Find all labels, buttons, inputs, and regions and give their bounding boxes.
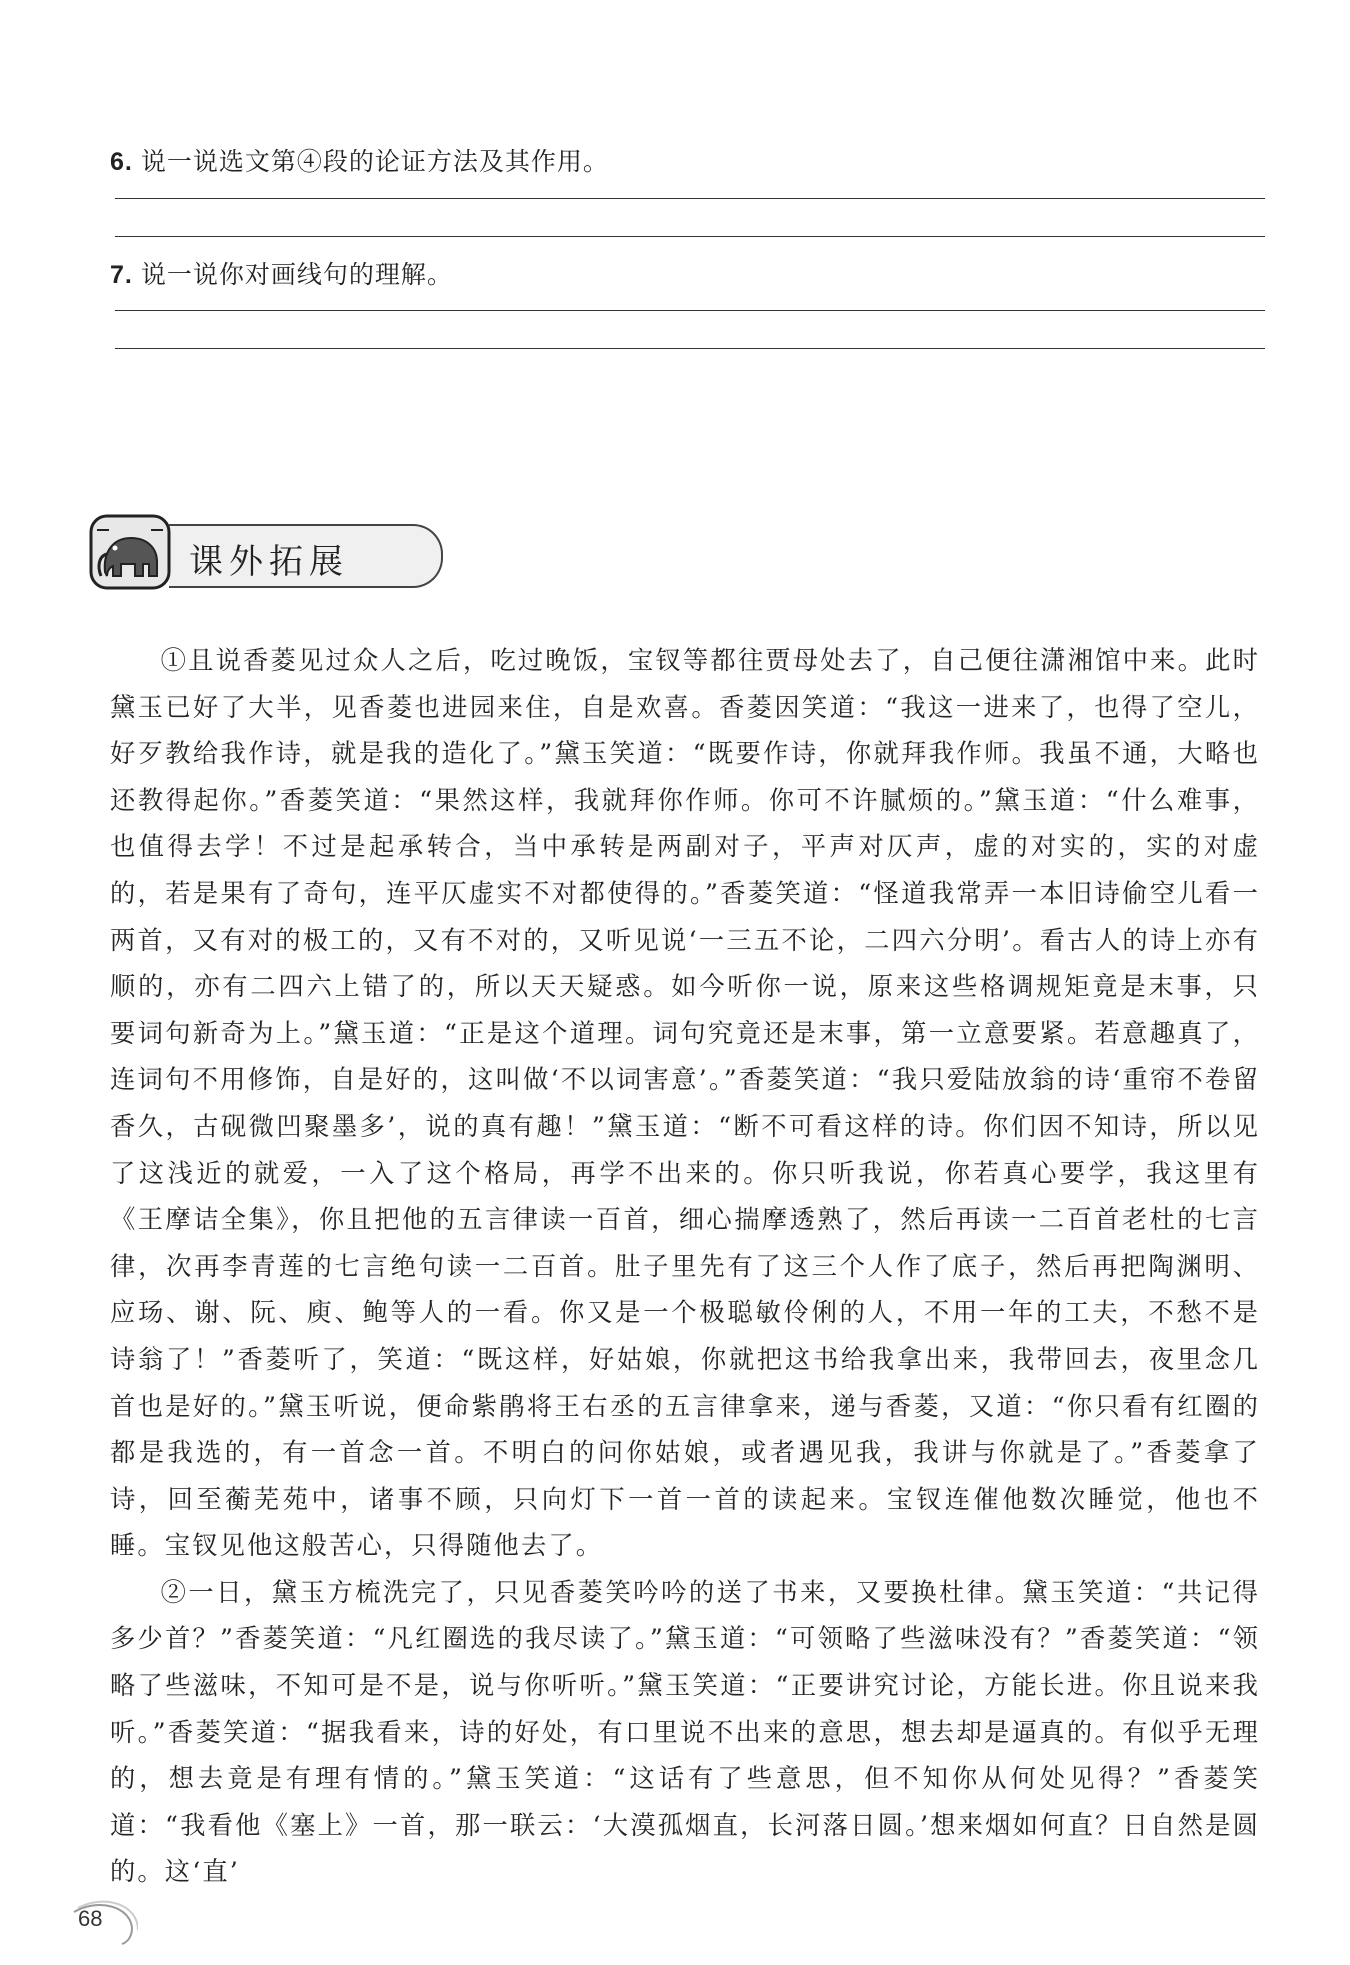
answer-line[interactable] [115, 310, 1265, 311]
question-number: 6. [110, 148, 133, 176]
question-text: 说一说选文第④段的论证方法及其作用。 [140, 147, 609, 176]
answer-line[interactable] [115, 348, 1265, 349]
answer-line[interactable] [115, 236, 1265, 237]
paragraph-2: ②一日，黛玉方梳洗完了，只见香菱笑吟吟的送了书来，又要换杜律。黛玉笑道：“共记得多少首？”香菱笑道：“凡红圈选的我尽读了。”黛玉道：“可领略了些滋味没有？”香菱笑道：“领略了些滋味，不知可是不是，说与你听听。”黛玉笑道：“正要讲究讨论，方能长进。你且说来我听。”香菱笑道：“据我看来，诗的好处，有口里说不出来的意思，想去却是逼真的。有似乎无理的，想去竟是有理有情的。”黛玉笑道：“这话有了些意思，但不知你从何处见得？”香菱笑道：“我看他《塞上》一首，那一联云：‘大漠孤烟直，长河落日圆。’想来烟如何直？日自然是圆的。这‘直’ [110, 1577, 1260, 1887]
answer-line[interactable] [115, 198, 1265, 199]
question-7 [110, 255, 453, 291]
question-6 [110, 142, 609, 178]
page-number-block [68, 1900, 138, 1945]
question-text: 说一说你对画线句的理解。 [140, 260, 453, 289]
page-number: 68 [78, 1906, 103, 1931]
paragraph-1: ①且说香菱见过众人之后，吃过晚饭，宝钗等都往贾母处去了，自己便往潇湘馆中来。此时黛玉已好了大半，见香菱也进园来住，自是欢喜。香菱因笑道：“我这一进来了，也得了空儿，好歹教给我作诗，就是我的造化了。”黛玉笑道：“既要作诗，你就拜我作师。我虽不通，大略也还教得起你。”香菱笑道：“果然这样，我就拜你作师。你可不许腻烦的。”黛玉道：“什么难事，也值得去学！不过是起承转合，当中承转是两副对子，平声对仄声，虚的对实的，实的对虚的，若是果有了奇句，连平仄虚实不对都使得的。”香菱笑道：“怪道我常弄一本旧诗偷空儿看一两首，又有对的极工的，又有不对的，又听见说‘一三五不论，二四六分明’。看古人的诗上亦有顺的，亦有二四六上错了的，所以天天疑惑。如今听你一说，原来这些格调规矩竟是末事，只要词句新奇为上。”黛玉道：“正是这个道理。词句究竟还是末事，第一立意要紧。若意趣真了，连词句不用修饰，自是好的，这叫做‘不以词害意’。”香菱笑道：“我只爱陆放翁的诗‘重帘不卷留香久，古砚微凹聚墨多’，说的真有趣！”黛玉道：“断不可看这样的诗。你们因不知诗，所以见了这浅近的就爱，一入了这个格局，再学不出来的。你只听我说，你若真心要学，我这里有《王摩诘全集》，你且把他的五言律读一百首，细心揣摩透熟了，然后再读一二百首老杜的七言律，次再李青莲的七言绝句读一二百首。肚子里先有了这三个人作了底子，然后再把陶渊明、应玚、谢、阮、庾、鲍等人的一看。你又是一个极聪敏伶俐的人，不用一年的工夫，不愁不是诗翁了！”香菱听了，笑道：“既这样，好姑娘，你就把这书给我拿出来，我带回去，夜里念几首也是好的。”黛玉听说，便命紫鹃将王右丞的五言律拿来，递与香菱，又道：“你只看有红圈的都是我选的，有一首念一首。不明白的问你姑娘，或者遇见我，我讲与你就是了。”香菱拿了诗，回至蘅芜苑中，诸事不顾，只向灯下一首一首的读起来。宝钗连催他数次睡觉，他也不睡。宝钗见他这般苦心，只得随他去了。 [110, 646, 1260, 1561]
reading-passage [110, 638, 1260, 1896]
section-title: 课外拓展 [189, 543, 349, 581]
elephant-emblem-icon [85, 510, 175, 594]
question-number: 7. [110, 261, 133, 289]
section-header [85, 510, 375, 594]
